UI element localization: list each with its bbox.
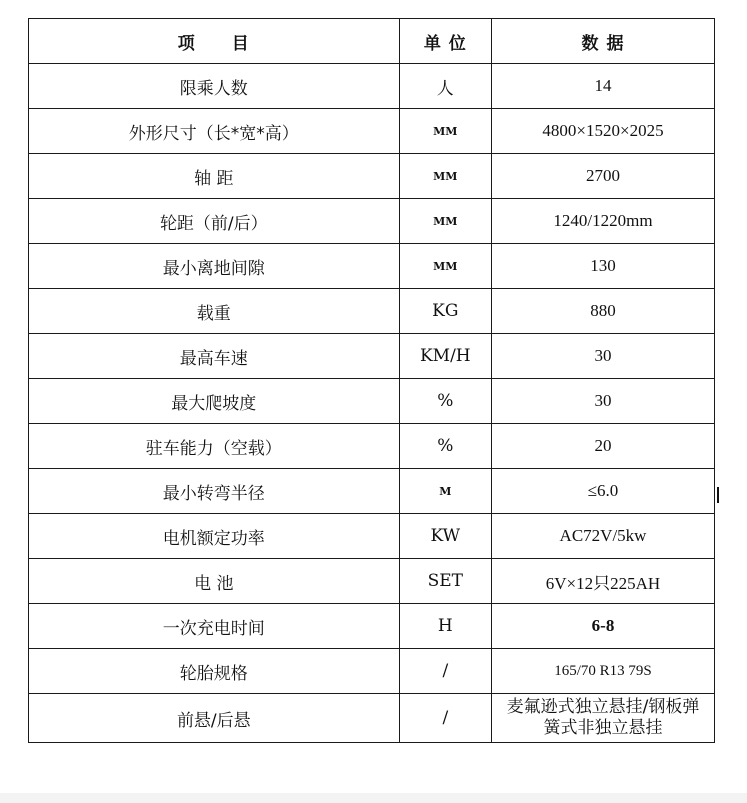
item-cell: 限乘人数 [29, 64, 400, 109]
value-cell: 6-8 [492, 604, 715, 649]
value-cell: AC72V/5kw [492, 514, 715, 559]
table-row [29, 289, 715, 334]
value-cell: 30 [492, 379, 715, 424]
unit-cell: % [399, 424, 491, 469]
item-cell: 电 池 [29, 559, 400, 604]
table-row [29, 109, 715, 154]
unit-cell: KM/H [399, 334, 491, 379]
unit-cell: KG [399, 289, 491, 334]
unit-cell: / [399, 649, 491, 694]
unit-cell: / [399, 694, 491, 743]
table-row [29, 514, 715, 559]
value-cell: 6V×12只225AH [492, 559, 715, 604]
unit-cell: SET [399, 559, 491, 604]
header-item: 项 目 [29, 19, 400, 64]
value-cell: 880 [492, 289, 715, 334]
unit-cell: H [399, 604, 491, 649]
item-cell: 轮胎规格 [29, 649, 400, 694]
value-cell: 20 [492, 424, 715, 469]
value-cell: 130 [492, 244, 715, 289]
item-cell: 电机额定功率 [29, 514, 400, 559]
unit-cell: MM [399, 109, 491, 154]
item-cell: 最小离地间隙 [29, 244, 400, 289]
value-cell: 4800×1520×2025 [492, 109, 715, 154]
unit-cell: 人 [399, 64, 491, 109]
value-line-2: 簧式非独立悬挂 [543, 718, 663, 738]
value-line-1: 麦氟逊式独立悬挂/钢板弹 [506, 697, 700, 717]
item-cell: 前悬/后悬 [29, 694, 400, 743]
header-row [29, 19, 715, 64]
header-unit: 单 位 [399, 19, 491, 64]
value-cell: 1240/1220mm [492, 199, 715, 244]
unit-cell: M [399, 469, 491, 514]
table-row [29, 379, 715, 424]
table-row [29, 154, 715, 199]
unit-cell: MM [399, 244, 491, 289]
value-cell: 14 [492, 64, 715, 109]
unit-cell: % [399, 379, 491, 424]
header-data: 数 据 [492, 19, 715, 64]
value-cell: ≤6.0 [492, 469, 715, 514]
item-cell: 载重 [29, 289, 400, 334]
item-cell: 驻车能力（空载） [29, 424, 400, 469]
value-cell: 2700 [492, 154, 715, 199]
table-row [29, 199, 715, 244]
item-cell: 外形尺寸（长*宽*高） [29, 109, 400, 154]
table-row [29, 334, 715, 379]
item-cell: 一次充电时间 [29, 604, 400, 649]
item-cell: 轴 距 [29, 154, 400, 199]
table-row [29, 424, 715, 469]
item-cell: 最大爬坡度 [29, 379, 400, 424]
table-row [29, 64, 715, 109]
value-cell: 165/70 R13 79S [492, 649, 715, 694]
spec-table [28, 18, 715, 743]
value-cell: 30 [492, 334, 715, 379]
table-row [29, 469, 715, 514]
unit-cell: MM [399, 199, 491, 244]
table-row [29, 244, 715, 289]
table-row [29, 649, 715, 694]
item-cell: 最小转弯半径 [29, 469, 400, 514]
table-row [29, 604, 715, 649]
value-cell [492, 694, 715, 743]
text-cursor [717, 487, 719, 503]
table-row [29, 694, 715, 743]
item-cell: 最高车速 [29, 334, 400, 379]
table-row [29, 559, 715, 604]
item-cell: 轮距（前/后） [29, 199, 400, 244]
unit-cell: KW [399, 514, 491, 559]
bottom-band [0, 793, 747, 803]
unit-cell: MM [399, 154, 491, 199]
